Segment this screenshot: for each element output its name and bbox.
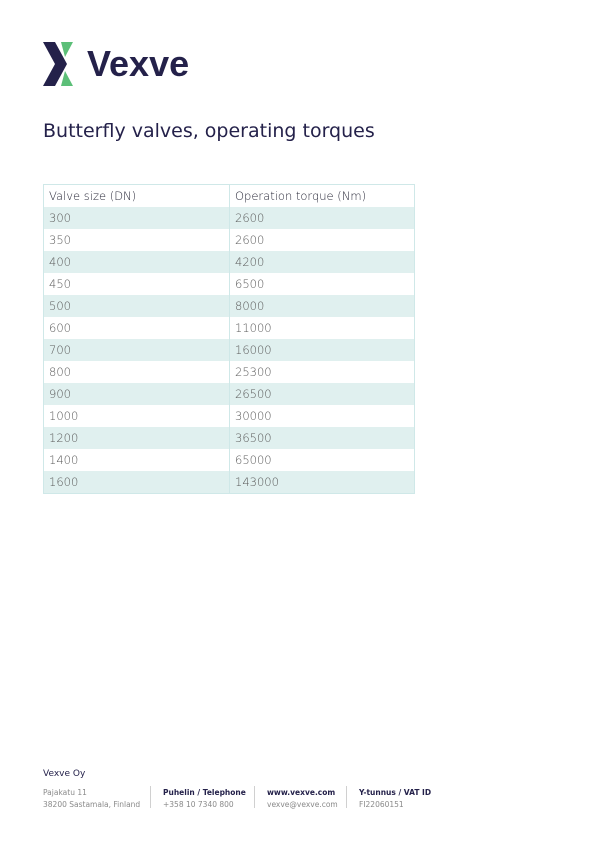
- footer-vat: [359, 787, 431, 811]
- torque-cell: 26500: [230, 383, 415, 405]
- vat-label: Y-tunnus / VAT ID: [359, 788, 432, 797]
- page-title: Butterfly valves, operating torques: [43, 120, 375, 142]
- valve-size-cell: 900: [44, 383, 230, 405]
- valve-size-cell: 450: [44, 273, 230, 295]
- torque-cell: 2600: [230, 207, 415, 229]
- footer-address: [43, 787, 140, 811]
- valve-size-cell: 1600: [44, 471, 230, 494]
- valve-size-cell: 500: [44, 295, 230, 317]
- torque-cell: 143000: [230, 471, 415, 494]
- torque-cell: 65000: [230, 449, 415, 471]
- footer-divider: [254, 786, 255, 808]
- torque-cell: 30000: [230, 405, 415, 427]
- valve-size-cell: 700: [44, 339, 230, 361]
- torque-table: [43, 184, 415, 494]
- email-link[interactable]: vexve@vexve.com: [267, 800, 338, 809]
- header-valve-size: Valve size (DN): [44, 185, 230, 208]
- valve-size-cell: 300: [44, 207, 230, 229]
- valve-size-cell: 800: [44, 361, 230, 383]
- logo-text: Vexve: [87, 43, 190, 84]
- table-row: [44, 427, 415, 449]
- website-link[interactable]: www.vexve.com: [267, 788, 336, 797]
- valve-size-cell: 350: [44, 229, 230, 251]
- table-row: [44, 251, 415, 273]
- vat-value: FI22060151: [359, 800, 404, 809]
- address-line1: Pajakatu 11: [43, 788, 87, 797]
- torque-cell: 16000: [230, 339, 415, 361]
- torque-cell: 36500: [230, 427, 415, 449]
- company-name: Vexve Oy: [43, 769, 86, 779]
- table-row: [44, 471, 415, 494]
- table-row: [44, 317, 415, 339]
- torque-cell: 11000: [230, 317, 415, 339]
- table-row: [44, 207, 415, 229]
- table-row: [44, 295, 415, 317]
- valve-size-cell: 1200: [44, 427, 230, 449]
- table-row: [44, 273, 415, 295]
- valve-size-cell: 1000: [44, 405, 230, 427]
- torque-cell: 2600: [230, 229, 415, 251]
- torque-cell: 4200: [230, 251, 415, 273]
- vexve-logo: [43, 42, 189, 86]
- table-row: [44, 449, 415, 471]
- torque-cell: 25300: [230, 361, 415, 383]
- table-row: [44, 229, 415, 251]
- valve-size-cell: 1400: [44, 449, 230, 471]
- phone-value: +358 10 7340 800: [163, 800, 234, 809]
- table-row: [44, 339, 415, 361]
- header-torque: Operation torque (Nm): [230, 185, 415, 208]
- footer-web: [267, 787, 338, 811]
- valve-size-cell: 400: [44, 251, 230, 273]
- table-header-row: [44, 185, 415, 208]
- vexve-x-icon: [43, 42, 81, 86]
- valve-size-cell: 600: [44, 317, 230, 339]
- footer-phone: [163, 787, 246, 811]
- table-row: [44, 405, 415, 427]
- table-row: [44, 361, 415, 383]
- footer-divider: [346, 786, 347, 808]
- torque-cell: 8000: [230, 295, 415, 317]
- footer-divider: [150, 786, 151, 808]
- torque-cell: 6500: [230, 273, 415, 295]
- address-line2: 38200 Sastamala, Finland: [43, 800, 141, 809]
- phone-label: Puhelin / Telephone: [163, 788, 246, 797]
- table-row: [44, 383, 415, 405]
